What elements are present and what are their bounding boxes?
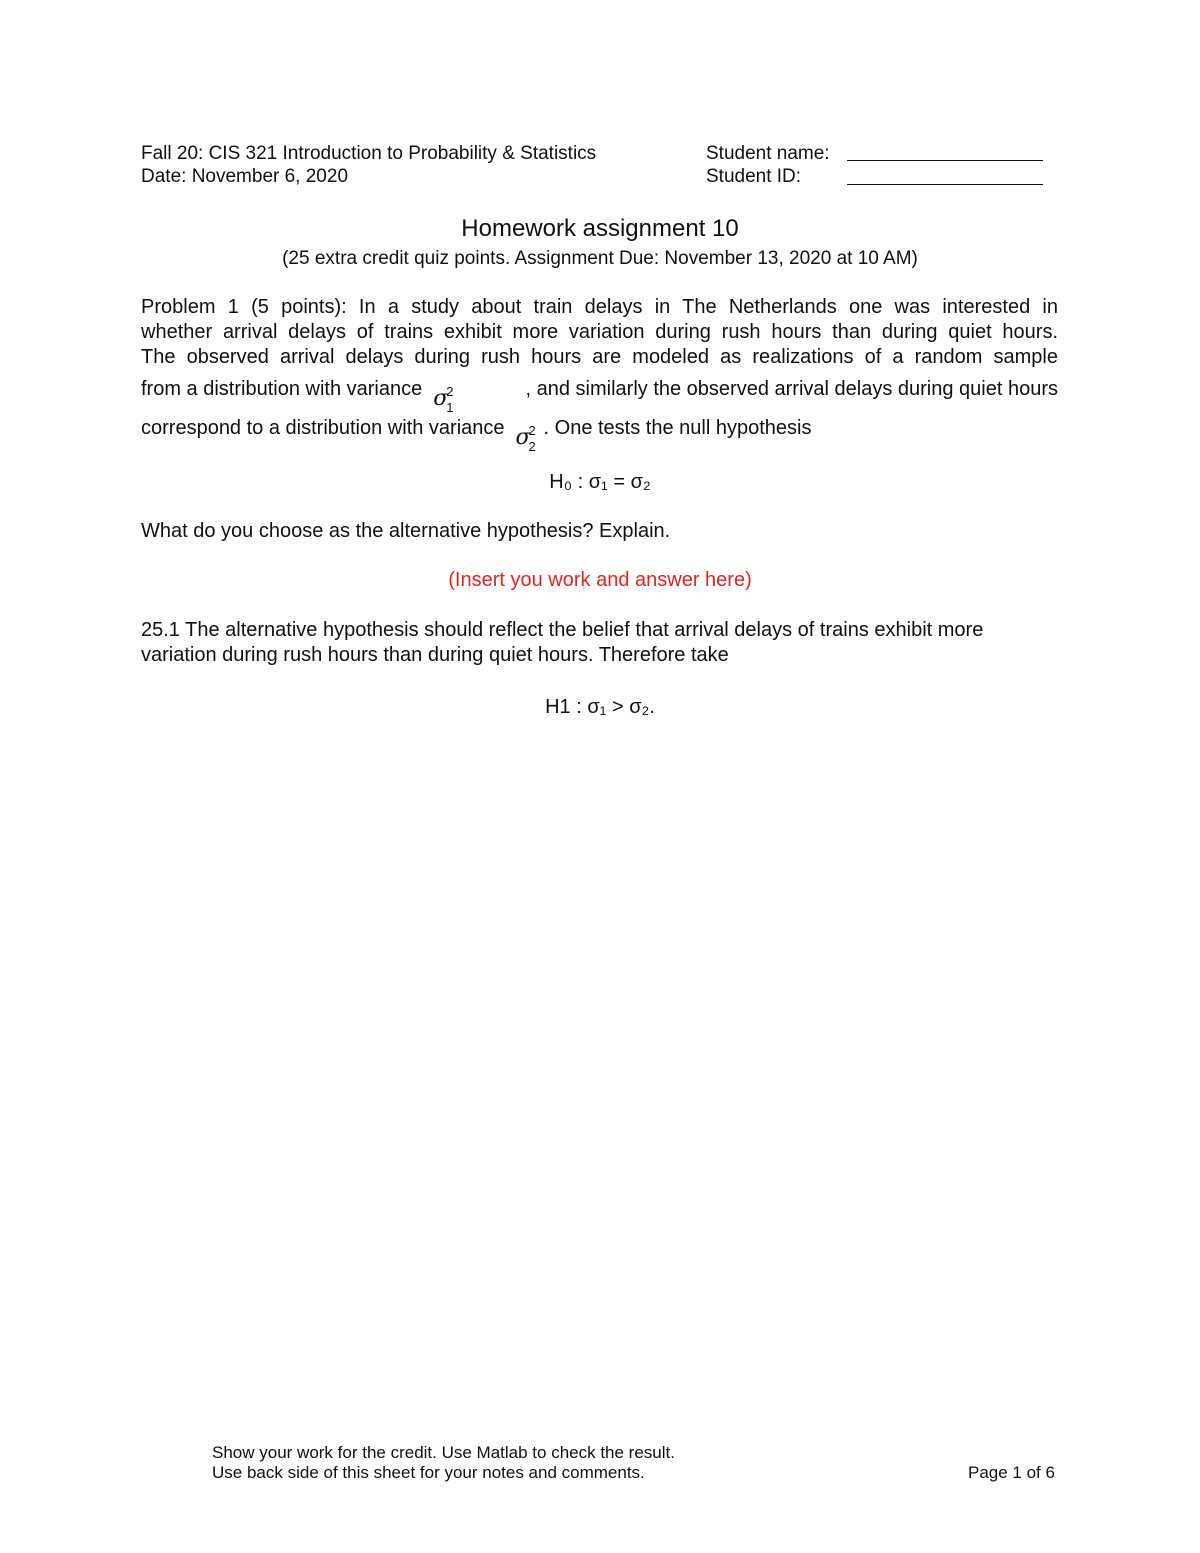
null-hypothesis: H₀ : σ₁ = σ₂ bbox=[549, 471, 651, 493]
problem-1-line-4 bbox=[141, 370, 1058, 415]
page-subtitle: (25 extra credit quiz points. Assignment Due: November 13, 2020 at 10 AM) bbox=[282, 248, 918, 269]
footer-line-1: Show your work for the credit. Use Matlab to check the result. bbox=[212, 1443, 675, 1462]
sigma-1-squared-symbol bbox=[431, 375, 461, 415]
page-number: Page 1 of 6 bbox=[968, 1463, 1055, 1482]
student-name-field[interactable] bbox=[847, 160, 1043, 161]
subscript-2: 2 bbox=[528, 438, 536, 454]
assignment-date: Date: November 6, 2020 bbox=[141, 166, 349, 187]
problem-1-line-5 bbox=[141, 409, 1058, 454]
page-title: Homework assignment 10 bbox=[461, 215, 739, 242]
alternative-hypothesis: H1 : σ₁ > σ₂. bbox=[545, 696, 655, 718]
student-id-field[interactable] bbox=[847, 184, 1043, 185]
answer-line-1: 25.1 The alternative hypothesis should reflect the belief that arrival delays of trains exhibit more bbox=[141, 619, 984, 641]
problem-1-text bbox=[141, 295, 1058, 454]
problem-1-line-2: whether arrival delays of trains exhibit more variation during rush hours than during quiet hours. bbox=[141, 321, 1058, 343]
sigma-glyph: σ bbox=[515, 424, 531, 450]
answer-prompt: (Insert you work and answer here) bbox=[448, 569, 752, 591]
problem-1-line-3: The observed arrival delays during rush hours are modeled as realizations of a random sample bbox=[141, 346, 1058, 368]
student-id-label: Student ID: bbox=[706, 166, 802, 187]
problem-1-line-1: Problem 1 (5 points): In a study about train delays in The Netherlands one was interested in bbox=[141, 296, 1058, 318]
problem-1-question: What do you choose as the alternative hypothesis? Explain. bbox=[141, 520, 671, 542]
superscript-2: 2 bbox=[528, 422, 536, 438]
answer-line-2: variation during rush hours than during quiet hours. Therefore take bbox=[141, 644, 729, 666]
problem-1-line-5-text-a: correspond to a distribution with variance bbox=[141, 417, 505, 439]
sigma-2-squared-symbol bbox=[514, 414, 544, 454]
answer-text bbox=[141, 618, 1058, 668]
student-name-label: Student name: bbox=[706, 143, 830, 164]
sigma-glyph: σ bbox=[433, 385, 449, 411]
superscript-2: 2 bbox=[446, 383, 454, 399]
problem-1-line-4-text-a: from a distribution with variance bbox=[141, 378, 423, 400]
course-title: Fall 20: CIS 321 Introduction to Probability & Statistics bbox=[141, 143, 597, 164]
subscript-1: 1 bbox=[446, 399, 454, 415]
problem-1-line-5-text-b: . One tests the null hypothesis bbox=[543, 417, 812, 439]
problem-1-line-4-text-b: , and similarly the observed arrival delays during quiet hours bbox=[525, 378, 1058, 400]
footer-line-2: Use back side of this sheet for your notes and comments. bbox=[212, 1463, 645, 1482]
